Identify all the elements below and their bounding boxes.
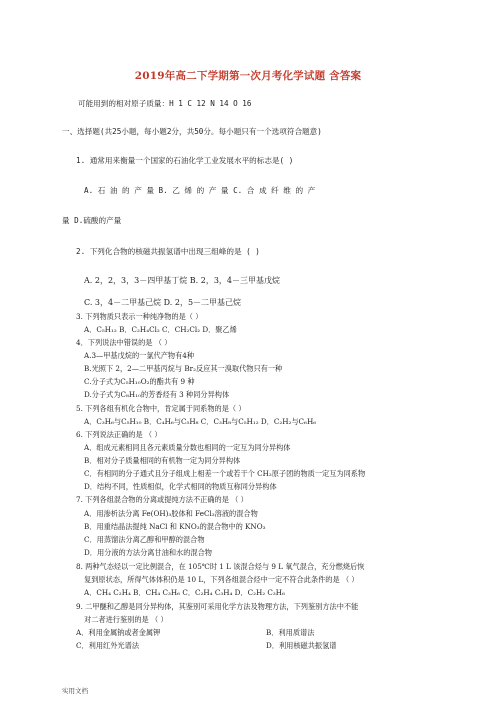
q9-option-c: C．利用红外光谱法: [76, 641, 140, 650]
q4-option-d: D.分子式为C₈H₁₀的芳香烃有 3 种同分异构体: [84, 390, 230, 399]
q7-option-a: A．用渗析法分离 Fe(OH)₃胶体和 FeCl₃溶液的混合物: [84, 509, 258, 518]
q6-option-a: A．组成元素相同且各元素质量分数也相同的一定互为同分异构体: [84, 443, 291, 452]
q7-option-b: B．用重结晶法提纯 NaCl 和 KNO₃的混合物中的 KNO₃: [84, 522, 266, 531]
footer-text: 实用文档: [62, 687, 88, 695]
q4-option-b: B.光照下 2，2—二甲基丙烷与 Br₂反应其一溴取代物只有一种: [84, 364, 283, 373]
q2-stem: 2. 下列化合物的核磁共振氢谱中出现三组峰的是 ( ): [76, 247, 260, 256]
q9-option-b: B．利用质谱法: [266, 628, 315, 637]
q9-option-d: D．利用核磁共振氢谱: [266, 641, 337, 650]
q9-option-a: A．利用金属钠或者金属钾: [76, 628, 161, 637]
q8-stem-line1: 8. 两种气态烃以一定比例混合，在 105℃时 1 L 该混合烃与 9 L 氧气混合，充分燃烧后恢: [76, 562, 365, 571]
q5-options: A．C₃H₆与C₅H₁₀ B．C₄H₆与C₅H₈ C．C₃H₈与C₅H₁₂ D．C₂H₂与C₆H₆: [84, 417, 317, 426]
q7-stem: 7. 下列各组混合物的分离或提纯方法不正确的是 （ ）: [76, 495, 248, 504]
q4-stem: 4．下列说法中错误的是 （ ）: [76, 338, 172, 347]
q9-stem-line2: 对二者进行鉴别的是 （ ）: [84, 615, 168, 624]
q4-option-a: A.3—甲基戊烷的一氯代产物有4种: [84, 351, 195, 360]
q6-option-d: D．结构不同，性质相似，化学式相同的物质互称同分异构体: [84, 482, 277, 491]
q7-option-c: C．用蒸馏法分离乙醇和甲醇的混合物: [84, 535, 205, 544]
atomic-masses: 可能用到的相对原子质量：H 1 C 12 N 14 O 16: [78, 99, 252, 108]
section-heading: 一、选择题(共25小题，每小题2分，共50分。每小题只有一个选项符合题意): [62, 127, 322, 136]
q1-options-line2: 量 D.硫酸的产量: [62, 216, 122, 225]
q8-options: A．CH₄ C₂H₄ B．CH₄ C₃H₆ C．C₂H₄ C₃H₄ D．C₂H₂ C₃H₆: [84, 588, 285, 597]
q4-option-c: C.分子式为C₅H₁₀O₂的酯共有 9 种: [84, 377, 195, 386]
q6-stem: 6. 下列说法正确的是 （ ）: [76, 430, 162, 439]
q1-stem: 1. 通常用来衡量一个国家的石油化学工业发展水平的标志是( ): [76, 156, 294, 165]
q6-option-c: C．有相同的分子通式且分子组成上相差一个或若干个 CH₂原子团的物质一定互为同系物: [84, 469, 366, 478]
q1-options-line1: A. 石 油 的 产 量 B. 乙 烯 的 产 量 C. 合 成 纤 维 的 产: [84, 186, 316, 195]
q2-options-line2: C. 3，4－二甲基己烷 D. 2，5－二甲基己烷: [84, 298, 242, 307]
page-title: 2019年高二下学期第一次月考化学试题 含答案: [134, 70, 362, 82]
q2-options-line1: A. 2，2，3，3－四甲基丁烷 B. 2，3，4－三甲基戊烷: [84, 276, 280, 285]
q7-option-d: D．用分液的方法分离甘油和水的混合物: [84, 548, 212, 557]
q9-stem-line1: 9. 二甲醚和乙醇是同分异构体，其鉴别可采用化学方法及物理方法，下列鉴别方法中不能: [76, 602, 359, 611]
q3-stem: 3. 下列物质只表示一种纯净物的是（ ）: [76, 312, 203, 321]
q3-options: A．C₅H₁₂ B．C₂H₄Cl₂ C．CH₂Cl₂ D．聚乙烯: [84, 325, 237, 334]
q5-stem: 5. 下列各组有机化合物中，肯定属于同系物的是（ ）: [76, 404, 246, 413]
q6-option-b: B．相对分子质量相同的有机物一定为同分异构体: [84, 456, 241, 465]
q8-stem-line2: 复到原状态，所得气体体积仍是 10 L，下列各组混合烃中一定不符合此条件的是 （ ）: [84, 575, 359, 584]
